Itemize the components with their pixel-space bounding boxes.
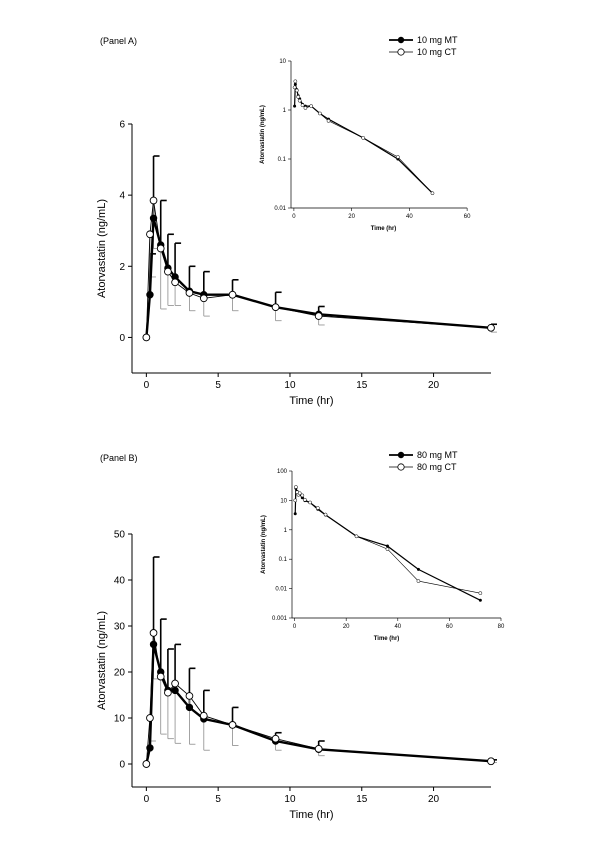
data-point-mt <box>186 704 193 711</box>
data-point-mt <box>150 641 157 648</box>
x-tick-label: 5 <box>215 380 221 391</box>
data-point-ct <box>186 290 193 297</box>
inset-y-axis-title: Atorvastatin (ng/mL) <box>260 105 266 164</box>
data-point-ct <box>143 761 150 768</box>
inset-x-tick-label: 60 <box>446 624 453 630</box>
inset-point-ct <box>479 592 482 595</box>
inset-point-ct <box>304 106 307 109</box>
legend-label-ct: 10 mg CT <box>417 47 457 57</box>
inset-x-tick-label: 40 <box>394 624 402 630</box>
data-point-ct <box>147 715 154 722</box>
y-tick-label: 0 <box>119 759 125 771</box>
inset-point-ct <box>355 535 358 538</box>
inset-y-tick-label: 0.001 <box>271 616 287 622</box>
y-tick-label: 30 <box>113 621 125 633</box>
data-point-mt <box>172 687 179 694</box>
data-point-ct <box>315 313 322 320</box>
inset-point-ct <box>294 499 297 502</box>
legend-marker-ct <box>398 464 404 470</box>
inset-series-line-ct <box>295 487 480 593</box>
inset-point-ct <box>294 80 297 83</box>
data-point-ct <box>172 279 179 286</box>
inset-y-tick-label: 10 <box>280 498 287 505</box>
data-point-ct <box>272 735 279 742</box>
inset-point-ct <box>324 513 327 516</box>
y-tick-label: 50 <box>113 529 125 541</box>
inset-y-tick-label: 1 <box>282 108 286 114</box>
inset-point-ct <box>362 136 365 139</box>
y-tick-label: 20 <box>113 667 125 679</box>
inset-point-mt <box>417 568 420 571</box>
inset-x-tick-label: 0 <box>292 214 296 220</box>
inset-point-ct <box>386 548 389 551</box>
data-point-ct <box>272 304 279 311</box>
data-point-ct <box>200 295 207 302</box>
data-point-ct <box>315 745 322 752</box>
inset-point-ct <box>318 112 321 115</box>
y-tick-label: 2 <box>119 261 125 273</box>
x-tick-label: 10 <box>284 794 296 805</box>
inset-y-tick-label: 0.01 <box>274 206 286 212</box>
data-point-ct <box>172 680 179 687</box>
y-axis-title: Atorvastatin (ng/mL) <box>96 610 108 711</box>
inset-y-axis-title: Atorvastatin (ng/mL) <box>261 515 267 574</box>
inset-x-tick-label: 20 <box>342 624 350 630</box>
legend-label-mt: 10 mg MT <box>417 35 458 45</box>
inset-y-tick-label: 0.01 <box>275 586 287 593</box>
inset-point-ct <box>308 501 311 504</box>
inset-point-ct <box>294 485 297 488</box>
legend-marker-ct <box>398 49 404 55</box>
panel-a-label: (Panel A) <box>100 36 138 46</box>
panel-b-label: (Panel B) <box>100 453 138 463</box>
x-tick-label: 5 <box>215 794 221 805</box>
inset-point-ct <box>316 506 319 509</box>
inset-x-tick-label: 60 <box>463 214 471 220</box>
y-tick-label: 4 <box>119 190 125 202</box>
inset-point-ct <box>396 155 399 158</box>
inset-point-mt <box>294 512 297 515</box>
inset-point-ct <box>301 494 304 497</box>
data-point-ct <box>229 722 236 729</box>
inset-y-tick-label: 0.1 <box>277 157 286 163</box>
inset-point-ct <box>303 498 306 501</box>
x-tick-label: 15 <box>356 794 368 805</box>
x-axis-title: Time (hr) <box>289 395 334 407</box>
inset-point-ct <box>293 86 296 89</box>
x-tick-label: 10 <box>284 380 296 391</box>
data-point-ct <box>165 689 172 696</box>
inset-y-tick-label: 10 <box>279 59 286 65</box>
data-point-mt <box>147 291 154 298</box>
inset-y-tick-label: 0.1 <box>278 557 287 564</box>
data-point-ct <box>143 334 150 341</box>
inset-point-ct <box>297 95 300 98</box>
legend-marker-mt <box>398 452 404 458</box>
data-point-ct <box>229 291 236 298</box>
inset-point-ct <box>417 579 420 582</box>
data-point-ct <box>488 324 495 331</box>
x-tick-label: 15 <box>356 380 368 391</box>
data-point-ct <box>200 712 207 719</box>
y-axis-title: Atorvastatin (ng/mL) <box>96 198 108 299</box>
inset-point-mt <box>293 105 296 108</box>
legend-label-mt: 80 mg MT <box>417 450 458 460</box>
data-point-ct <box>165 268 172 275</box>
inset-x-tick-label: 20 <box>348 214 355 220</box>
inset-point-ct <box>431 192 434 195</box>
data-point-mt <box>147 745 154 752</box>
x-tick-label: 0 <box>143 794 150 805</box>
inset-point-ct <box>295 89 298 92</box>
inset-x-tick-label: 0 <box>292 624 297 630</box>
y-tick-label: 6 <box>119 119 125 131</box>
inset-x-axis-title: Time (hr) <box>370 226 397 232</box>
data-point-ct <box>150 630 157 637</box>
panel-a <box>96 35 497 407</box>
data-point-ct <box>488 758 495 765</box>
data-point-mt <box>150 215 157 222</box>
inset-y-tick-label: 1 <box>283 527 287 534</box>
inset-point-ct <box>298 99 301 102</box>
inset-y-tick-label: 100 <box>276 469 287 475</box>
inset-point-ct <box>301 104 304 107</box>
inset-point-mt <box>386 545 389 548</box>
data-point-ct <box>157 673 164 680</box>
inset-x-tick-label: 40 <box>406 214 413 220</box>
data-point-ct <box>147 231 154 238</box>
inset-x-axis-title: Time (hr) <box>373 636 400 642</box>
data-point-ct <box>150 197 157 204</box>
x-tick-label: 20 <box>427 380 440 391</box>
inset-series-line-mt <box>295 488 480 600</box>
y-tick-label: 10 <box>113 713 125 725</box>
inset-point-ct <box>310 105 313 108</box>
y-tick-label: 40 <box>113 575 125 587</box>
x-tick-label: 0 <box>143 380 150 391</box>
panel-b <box>96 450 505 821</box>
y-tick-label: 0 <box>119 332 125 344</box>
data-point-ct <box>157 245 164 252</box>
inset-point-mt <box>294 83 297 86</box>
data-point-ct <box>186 693 193 700</box>
x-tick-label: 20 <box>427 794 440 805</box>
inset-point-ct <box>327 119 330 122</box>
legend-label-ct: 80 mg CT <box>417 462 457 472</box>
x-axis-title: Time (hr) <box>289 809 334 821</box>
legend-marker-mt <box>398 37 404 43</box>
inset-x-tick-label: 80 <box>497 624 505 630</box>
inset-point-mt <box>479 599 482 602</box>
